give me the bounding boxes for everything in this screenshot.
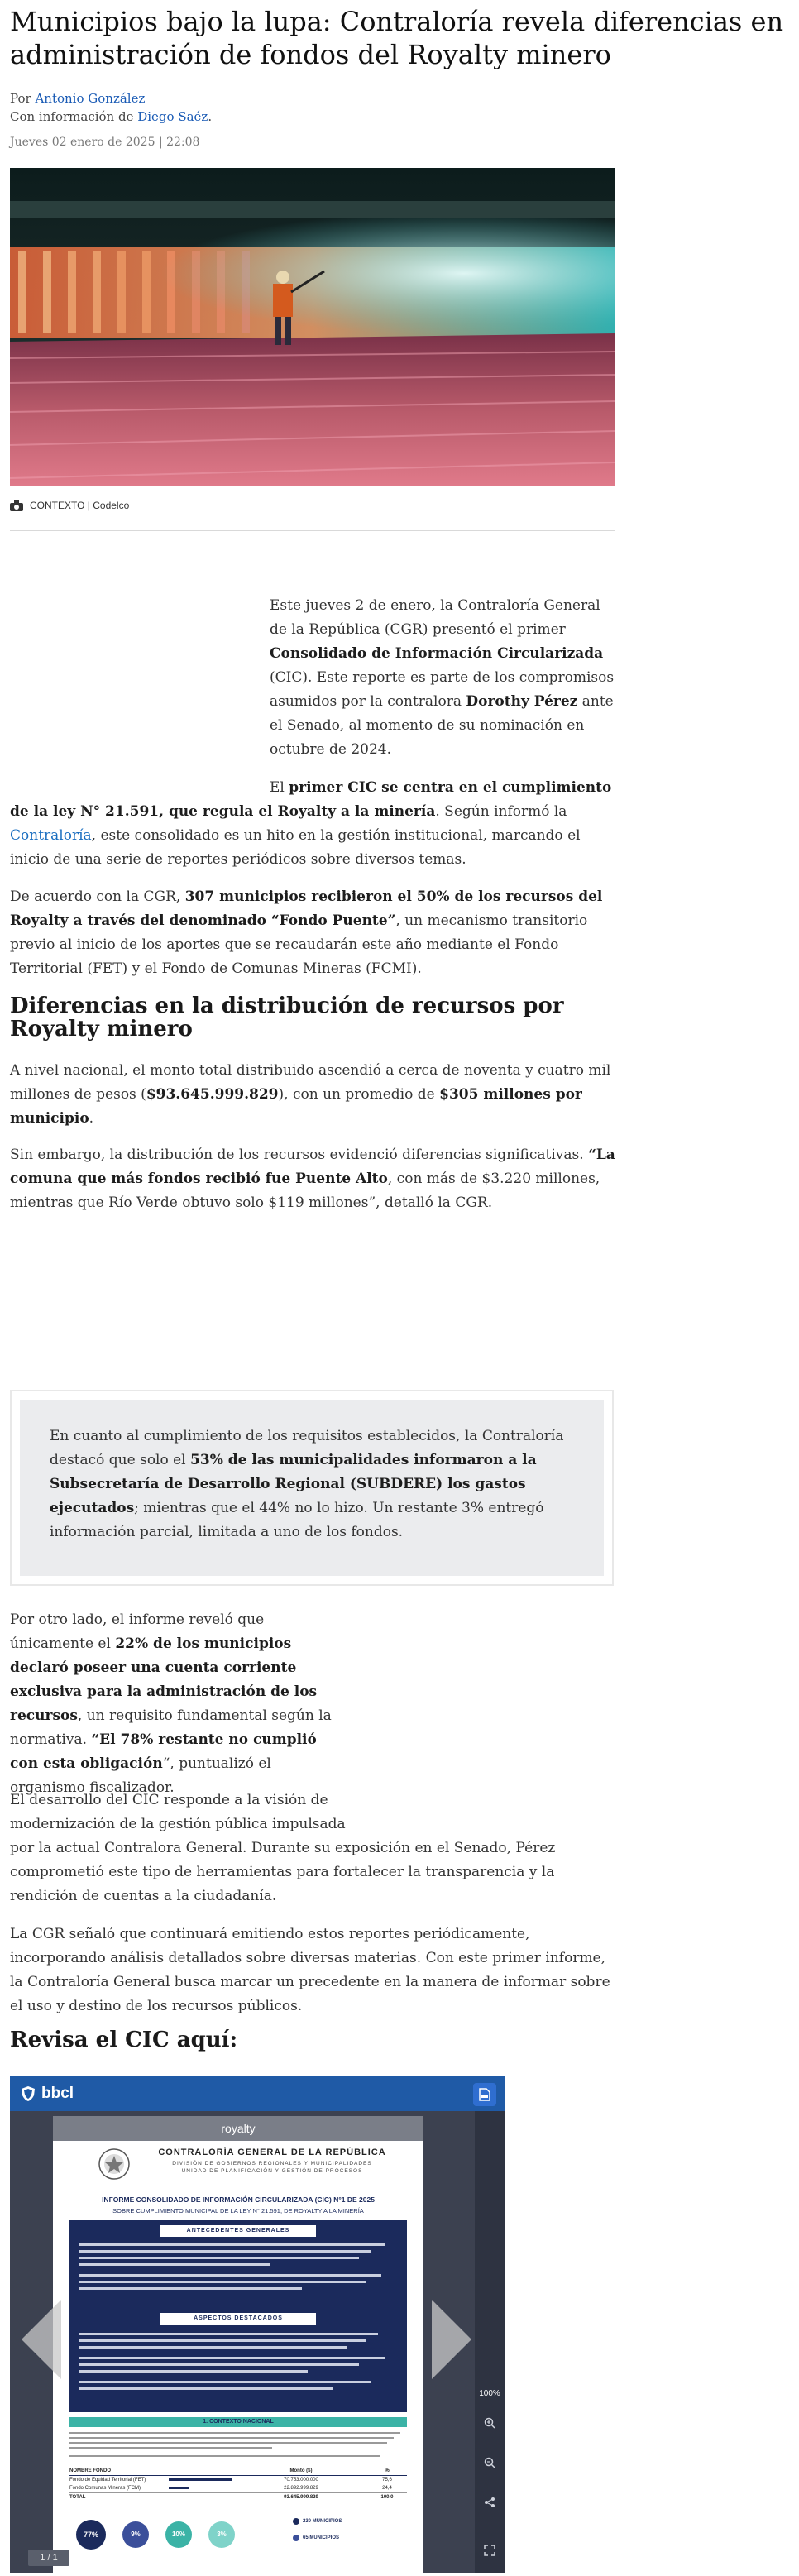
byline xyxy=(10,89,212,126)
bold-text: Dorothy Pérez xyxy=(466,693,578,710)
paragraph-5 xyxy=(10,1143,617,1215)
aspectos-text-lines xyxy=(79,2333,397,2394)
page-indicator: 1 / 1 xyxy=(28,2550,69,2566)
highlight-box xyxy=(10,1390,614,1586)
share-icon[interactable] xyxy=(484,2497,495,2508)
next-page-arrow-icon[interactable] xyxy=(432,2300,471,2379)
text: , un requisito fundamental según la normativa. xyxy=(10,1707,332,1748)
paragraph-7 xyxy=(10,1788,617,1908)
subheading: Diferencias en la distribución de recursos por Royalty minero xyxy=(10,994,564,1041)
stat-circle: 9% xyxy=(122,2521,149,2548)
percentage-circles xyxy=(76,2520,235,2550)
table-cell: Fondo Comunas Mineras (FCM) xyxy=(69,2486,141,2491)
doc-subtitle: SOBRE CUMPLIMIENTO MUNICIPAL DE LA LEY N° 21.591, DE ROYALTY A LA MINERÍA xyxy=(112,2207,364,2214)
paragraph-6 xyxy=(10,1608,349,1800)
legend-item: 230 MUNICIPIOS xyxy=(303,2519,342,2524)
table-header-cell: NOMBRE FONDO xyxy=(69,2468,111,2473)
byline-prefix: Por xyxy=(10,91,31,106)
text: ), con un promedio de xyxy=(278,1086,440,1103)
author-link[interactable]: Antonio González xyxy=(35,91,146,106)
table-cell: 24,4 xyxy=(382,2486,392,2491)
article-title: Municipios bajo la lupa: Contraloría revela diferencias en administración de fondos del Royalty minero xyxy=(10,6,784,70)
highlight-inner xyxy=(20,1400,604,1576)
text: El xyxy=(270,779,289,796)
viewer-brand xyxy=(20,2085,74,2103)
paragraph-8 xyxy=(10,1922,617,2018)
contexto-text-lines xyxy=(69,2432,407,2460)
viewer-toolbar xyxy=(10,2076,505,2111)
text: A nivel nacional, el monto total distribuido ascendió a cerca de noventa y cuatro mil millones de pesos ( xyxy=(10,1062,611,1103)
table-header-cell: Monto ($) xyxy=(289,2468,313,2473)
paragraph-2 xyxy=(10,776,617,872)
section-aspectos: ASPECTOS DESTACADOS xyxy=(160,2313,316,2325)
camera-icon xyxy=(10,500,23,511)
previous-page-arrow-icon[interactable] xyxy=(22,2300,61,2379)
text: ante el Senado, al momento de su nominación en octubre de 2024. xyxy=(270,693,614,758)
text: “, puntualizó el organismo fiscalizador. xyxy=(10,1755,271,1796)
viewer-brand-text: bbcl xyxy=(41,2085,74,2102)
bold-text: Consolidado de Información Circularizada xyxy=(270,645,604,662)
bold-text: 307 municipios recibieron el 50% de los recursos del Royalty a través del denominado “Fondo Puente” xyxy=(10,888,603,929)
shield-logo-icon xyxy=(20,2085,36,2102)
pdf-file-icon xyxy=(479,2088,490,2101)
text: , este consolidado es un hito en la gestión institucional, marcando el inicio de una serie de reportes periódicos sobre diversos temas. xyxy=(10,827,581,868)
table-row xyxy=(69,2476,407,2484)
doc-unit: UNIDAD DE PLANIFICACIÓN Y GESTIÓN DE PROCESOS xyxy=(181,2168,363,2174)
bold-text: 53% de las municipalidades informaron a la Subsecretaría de Desarrollo Regional (SUBDERE) los gastos ejecutados xyxy=(50,1452,537,1516)
summary-block xyxy=(69,2220,407,2412)
bold-text: $93.645.999.829 xyxy=(146,1086,279,1103)
stat-legend xyxy=(293,2518,342,2541)
bold-text: “El 78% restante no cumplió con esta obligación xyxy=(10,1731,317,1772)
summary-text-lines xyxy=(79,2243,397,2294)
table-cell: Fondo de Equidad Territorial (FET) xyxy=(69,2478,146,2483)
text: . Según informó la xyxy=(435,803,567,820)
pdf-download-button[interactable] xyxy=(473,2083,496,2106)
zoom-level: 100% xyxy=(479,2389,500,2398)
text: De acuerdo con la CGR, xyxy=(10,888,185,905)
info-suffix: . xyxy=(208,109,213,124)
hero-photo xyxy=(10,168,615,486)
stat-circle: 3% xyxy=(208,2521,235,2548)
table-cell: 70.753.000.000 xyxy=(284,2478,318,2483)
paragraph-3 xyxy=(10,885,617,981)
divider xyxy=(10,530,615,531)
stat-circle: 77% xyxy=(76,2520,106,2550)
table-cell: 100,0 xyxy=(380,2495,394,2500)
industrial-plant-photo xyxy=(10,168,615,486)
stat-circle: 10% xyxy=(165,2521,192,2548)
doc-name-bar xyxy=(53,2116,423,2141)
text: Este jueves 2 de enero, la Contraloría General de la República (CGR) presentó el primer xyxy=(270,597,600,638)
subheading-distribution xyxy=(10,994,617,1041)
text: En cuanto al cumplimiento de los requisitos establecidos, la Contraloría destacó que solo el xyxy=(50,1428,564,1468)
doc-division: DIVISIÓN DE GOBIERNOS REGIONALES Y MUNICIPALIDADES xyxy=(172,2161,372,2167)
pdf-viewer[interactable] xyxy=(10,2076,505,2573)
photo-caption xyxy=(10,500,129,511)
pdf-page xyxy=(53,2116,423,2573)
section-antecedentes: ANTECEDENTES GENERALES xyxy=(160,2225,316,2237)
info-author-link[interactable]: Diego Saéz xyxy=(137,109,208,124)
text: , con más de $3.220 millones, mientras que Río Verde obtuvo solo $119 millones”, detalló la CGR. xyxy=(10,1171,600,1211)
table-header xyxy=(69,2468,407,2476)
section-contexto: 1. CONTEXTO NACIONAL xyxy=(69,2417,407,2427)
fund-table xyxy=(69,2468,407,2502)
doc-org: CONTRALORÍA GENERAL DE LA REPÚBLICA xyxy=(158,2147,386,2157)
table-row xyxy=(69,2492,407,2502)
bold-text: 22% de los municipios declaró poseer una cuenta corriente exclusiva para la administración de los recursos xyxy=(10,1635,318,1724)
bold-text: “La comuna que más fondos recibió fue Puente Alto xyxy=(10,1147,615,1187)
table-header-cell: % xyxy=(385,2468,390,2473)
contraloria-link[interactable]: Contraloría xyxy=(10,827,92,844)
text: (CIC). Este reporte es parte de los compromisos asumidos por la contralora xyxy=(270,669,615,710)
legend-item: 65 MUNICIPIOS xyxy=(303,2535,340,2540)
bold-text: $305 millones por municipio xyxy=(10,1086,582,1127)
contraloria-seal-icon xyxy=(98,2147,131,2181)
text: . xyxy=(89,1110,94,1127)
caption-text: CONTEXTO | Codelco xyxy=(30,500,130,511)
table-row xyxy=(69,2484,407,2492)
zoom-in-icon[interactable] xyxy=(484,2417,495,2429)
info-prefix: Con información de xyxy=(10,109,134,124)
fullscreen-icon[interactable] xyxy=(484,2545,495,2556)
subheading-cic xyxy=(10,2028,617,2052)
doc-name: royalty xyxy=(221,2122,256,2135)
paragraph-1 xyxy=(270,594,617,762)
table-cell: TOTAL xyxy=(69,2495,86,2500)
table-cell: 75,6 xyxy=(382,2478,392,2483)
text: El desarrollo del CIC responde a la visión de modernización de la gestión pública impulsada xyxy=(10,1792,346,1832)
table-cell: 22.892.999.829 xyxy=(284,2486,318,2491)
subheading: Revisa el CIC aquí: xyxy=(10,2028,238,2052)
bold-text: primer CIC se centra en el cumplimiento de la ley N° 21.591, que regula el Royalty a la minería xyxy=(10,779,612,820)
publish-date: Jueves 02 enero de 2025 | 22:08 xyxy=(10,136,200,149)
text: Sin embargo, la distribución de los recursos evidenció diferencias significativas. xyxy=(10,1147,589,1163)
text: por la actual Contralora General. Durante su exposición en el Senado, Pérez comprometió este tipo de herramientas para fortalecer la transparencia y la rendición de cuentas a la ciudadanía. xyxy=(10,1840,556,1904)
table-cell: 93.645.999.829 xyxy=(284,2495,318,2500)
zoom-out-icon[interactable] xyxy=(484,2457,495,2468)
paragraph-4 xyxy=(10,1059,617,1131)
text: ; mientras que el 44% no lo hizo. Un restante 3% entregó información parcial, limitada a uno de los fondos. xyxy=(50,1500,544,1540)
text: Por otro lado, el informe reveló que únicamente el xyxy=(10,1611,265,1652)
viewer-sidebar xyxy=(475,2111,505,2573)
worker-figure xyxy=(273,284,293,317)
doc-title: INFORME CONSOLIDADO DE INFORMACIÓN CIRCULARIZADA (CIC) N°1 DE 2025 xyxy=(102,2195,375,2204)
text: , un mecanismo transitorio previo al inicio de los aportes que se recaudarán este año mediante el Fondo Territorial (FET) y el Fondo de Comunas Mineras (FCMI). xyxy=(10,912,588,977)
text: La CGR señaló que continuará emitiendo estos reportes periódicamente, incorporando análisis detallados sobre diversas materias. Con este primer informe, la Contraloría General busca marcar un precedente en la manera de informar sobre el uso y destino de los recursos públicos. xyxy=(10,1926,610,2014)
